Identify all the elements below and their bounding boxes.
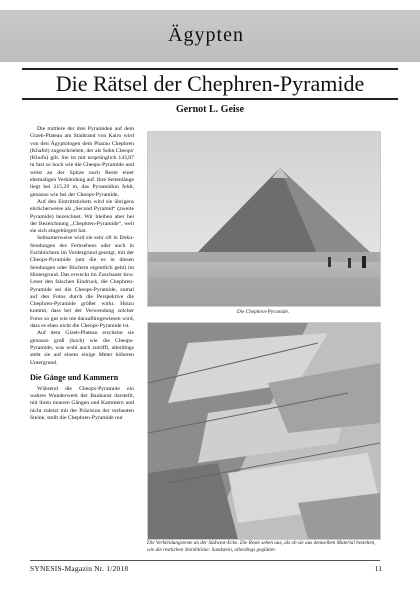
section-title: Ägypten (168, 24, 244, 46)
pyramid-photo (147, 131, 381, 307)
corner-photo (147, 322, 381, 540)
page-number: 11 (374, 564, 382, 573)
headline-top-rule (22, 68, 398, 70)
figure-caption: Die Chephren-Pyramide. (236, 309, 290, 315)
section-subheading: Die Gänge und Kammern (30, 372, 119, 382)
body-paragraph: Während die Cheops-Pyramide ein wahres Wunderwerk der Baukunst darstellt, mit ihren inneren Gängen und Kammern und nicht zuletzt mit der Präzision der verbauten Steine, stellt die Chephren-Pyramide nur (30, 385, 134, 421)
body-paragraph: Auf den Eintrittstickets wird sie übrigens ehrlicherweise als „Second Pyramid“ (zweite Pyramide) bezeichnet. Wir bleiben aber bei der Bezeichnung „Chephren-Pyramide“, weil sie sich eingebürgert hat. (30, 198, 134, 235)
footer-rule (30, 560, 380, 561)
magazine-footer: SYNESIS-Magazin Nr. 1/2018 (30, 564, 129, 573)
body-paragraph: Seltsamerweise wird sie sehr oft in Doku-Sendungen des Fernsehens oder auch in Fachbüchern im Vordergrund gezeigt, mit der Cheops-Pyramide (um die es in diesen Sendungen oder Büchern eigentlich geht) im Hintergrund. Das erweckt im Zuschauer bzw. Leser den falschen Eindruck, die Chephren-Pyramide sei die Cheops-Pyramide, zumal auf den Fotos durch die Perspektive die Chephren-Pyramide größer wirkt. Hinzu kommt, dass bei der Verwendung solcher Fotos so gut wie nie daraufhingewiesen wird, dass es eben nicht die Cheops-Pyramide ist. (30, 235, 134, 330)
body-paragraph: Auf dem Gizeh-Plateau erscheint sie genauso groß (hoch) wie die Cheops-Pyramide, was wohl auch zutrifft, allerdings steht sie auf einem einige Meter höheren Untergrund. (30, 330, 134, 366)
figure-caption: Die Verkleidungsreste an der Südwest-Ecke. Die Reste sehen aus, als ob sie aus demselben Material bestehen, wie die restlichen Steinblöcke: Sandstein, allerdings geglättet. (147, 540, 376, 553)
headline-bottom-rule (22, 98, 398, 100)
body-paragraph: Die mittlere der drei Pyramiden auf dem Gizeh-Plateau am Stadtrand von Kairo wird von den Ägyptologen dem Pharao Chephren (Khafré) zugeschrieben, der als Sohn Cheops' (Khufu) gilt. Sie ist mit ursprünglich 143,87 m fast so hoch wie die Cheops-Pyramide und weist an der Spitze noch Reste einer ehemaligen Verkleidung auf. Ihre Seitenlänge liegt bei 215,29 m, das Pyramidion fehlt, genauso wie bei der Cheops-Pyramide. (30, 126, 134, 198)
article-author: Gernot L. Geise (175, 104, 245, 115)
article-body (30, 126, 134, 422)
article-title: Die Rätsel der Chephren-Pyramide (55, 71, 365, 96)
